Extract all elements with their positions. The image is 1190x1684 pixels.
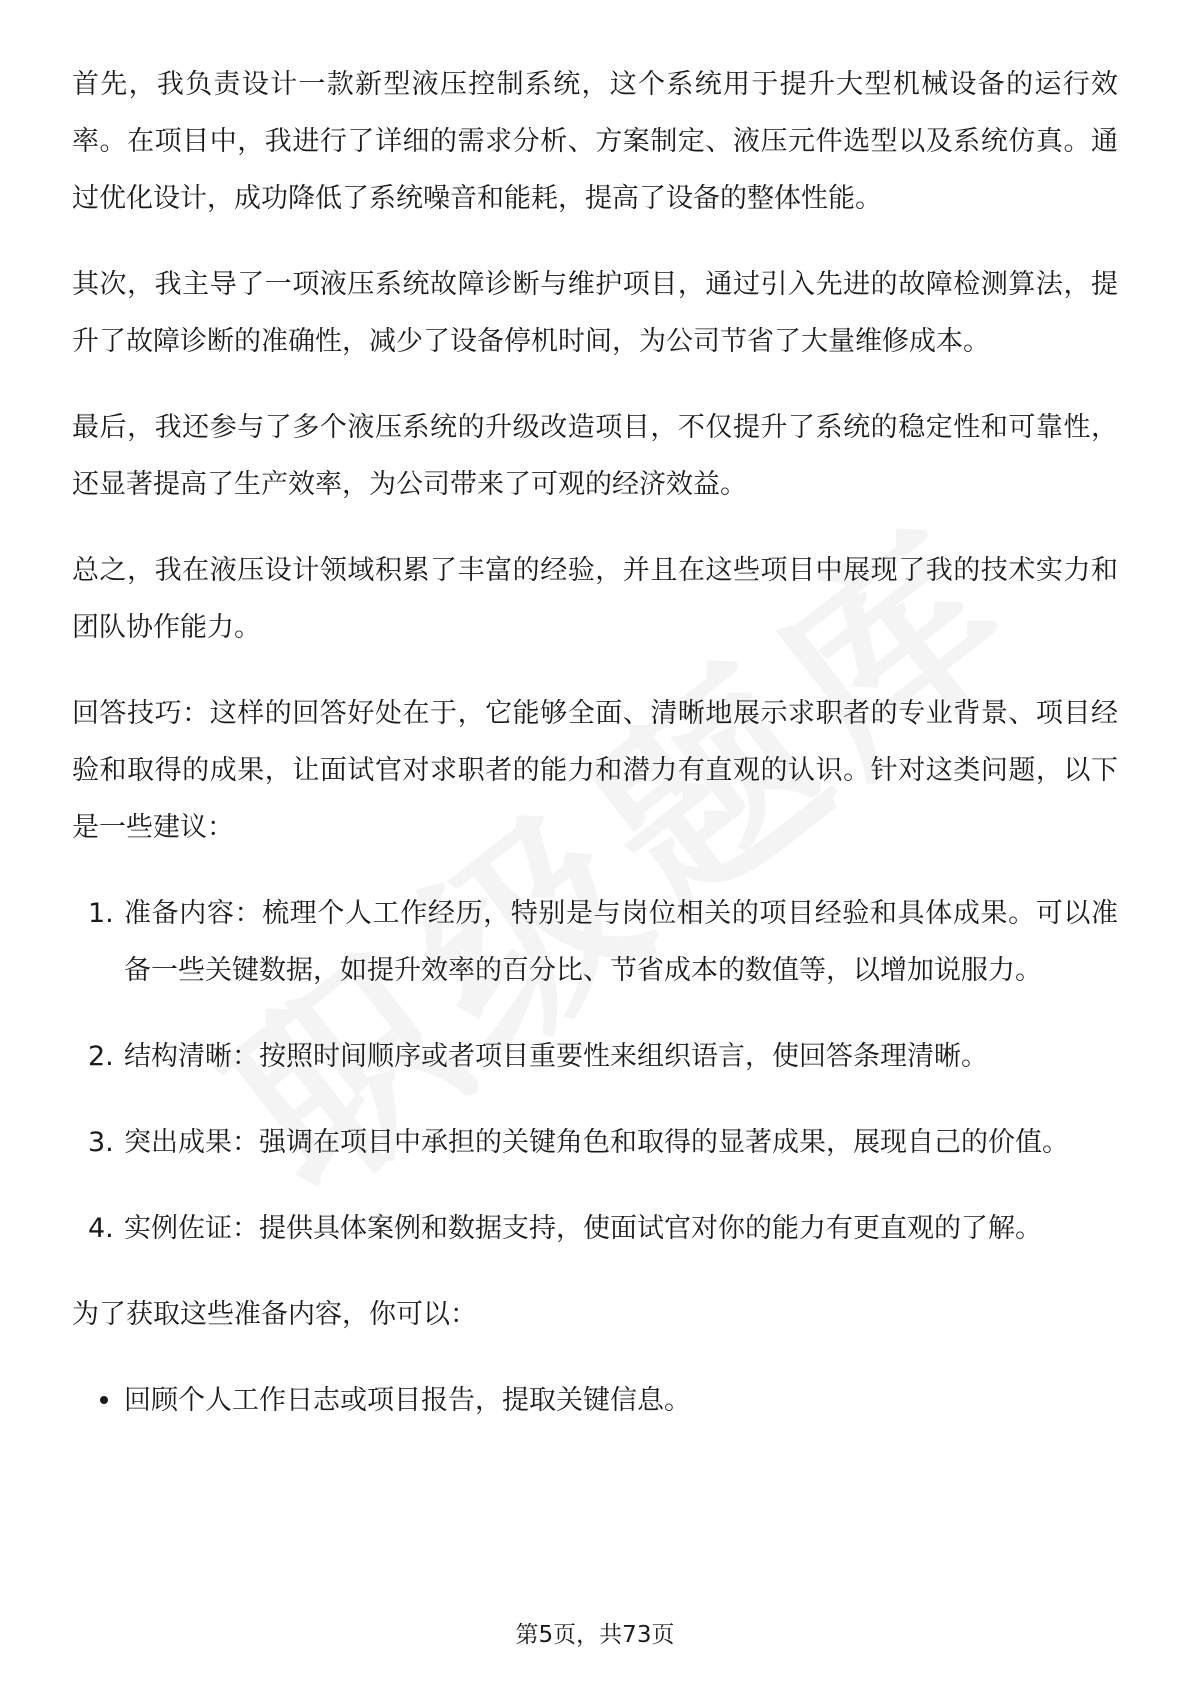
document-body xyxy=(72,56,1118,1429)
tips-list xyxy=(72,885,1118,1257)
prep-intro: 为了获取这些准备内容，你可以： xyxy=(72,1299,477,1330)
tip-text: 结构清晰：按照时间顺序或者项目重要性来组织语言，使回答条理清晰。 xyxy=(124,1041,988,1072)
tip-item xyxy=(72,1114,1118,1171)
tip-text: 准备内容：梳理个人工作经历，特别是与岗位相关的项目经验和具体成果。可以准备一些关键数据，如提升效率的百分比、节省成本的数值等，以增加说服力。 xyxy=(124,898,1118,986)
paragraph-second: 其次，我主导了一项液压系统故障诊断与维护项目，通过引入先进的故障检测算法，提升了故障诊断的准确性，减少了设备停机时间，为公司节省了大量维修成本。 xyxy=(72,269,1118,357)
tip-item xyxy=(72,1200,1118,1257)
tip-text: 突出成果：强调在项目中承担的关键角色和取得的显著成果，展现自己的价值。 xyxy=(124,1127,1069,1158)
prep-list xyxy=(72,1372,1118,1429)
paragraph-answer-tips: 回答技巧：这样的回答好处在于，它能够全面、清晰地展示求职者的专业背景、项目经验和取得的成果，让面试官对求职者的能力和潜力有直观的认识。针对这类问题，以下是一些建议： xyxy=(72,698,1118,843)
paragraph-last: 最后，我还参与了多个液压系统的升级改造项目，不仅提升了系统的稳定性和可靠性，还显著提高了生产效率，为公司带来了可观的经济效益。 xyxy=(72,412,1118,500)
tip-number: 2. xyxy=(88,1041,114,1072)
tip-number: 3. xyxy=(88,1127,114,1158)
prep-item-text: 回顾个人工作日志或项目报告，提取关键信息。 xyxy=(124,1385,691,1416)
paragraph-summary: 总之，我在液压设计领域积累了丰富的经验，并且在这些项目中展现了我的技术实力和团队协作能力。 xyxy=(72,555,1118,643)
tip-item xyxy=(72,885,1118,999)
tip-number: 1. xyxy=(88,898,114,929)
tip-number: 4. xyxy=(88,1213,114,1244)
tip-text: 实例佐证：提供具体案例和数据支持，使面试官对你的能力有更直观的了解。 xyxy=(124,1213,1042,1244)
bullet-icon xyxy=(100,1396,108,1404)
page-number: 第5页，共73页 xyxy=(515,1622,675,1648)
tip-item xyxy=(72,1028,1118,1085)
prep-item xyxy=(72,1372,1118,1429)
paragraph-first: 首先，我负责设计一款新型液压控制系统，这个系统用于提升大型机械设备的运行效率。在项目中，我进行了详细的需求分析、方案制定、液压元件选型以及系统仿真。通过优化设计，成功降低了系统噪音和能耗，提高了设备的整体性能。 xyxy=(72,69,1118,214)
